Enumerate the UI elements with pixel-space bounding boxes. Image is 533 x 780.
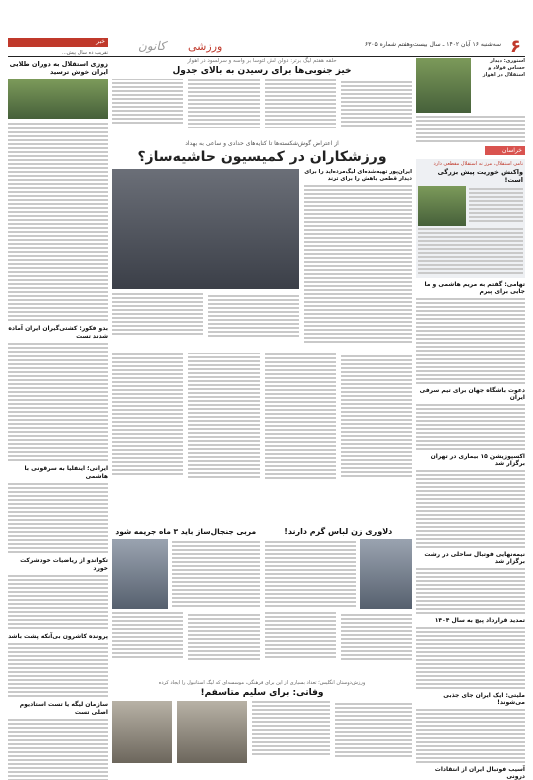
left-body-3 <box>8 483 108 553</box>
left-body-6 <box>8 719 108 780</box>
left-column-intro: تقریب ده سال پیش... <box>62 50 108 56</box>
main-area <box>112 58 412 773</box>
left-subhead-4: پرونده کاشرون بی‌آنکه پشت باشد <box>8 633 108 640</box>
feature-group-photo <box>112 169 299 289</box>
bottom-photo-1 <box>177 701 247 763</box>
left-body-2 <box>8 343 108 461</box>
story7-headline: ملیتی: ایک ایران جای جذبی می‌شوند! <box>443 692 525 706</box>
right-story-box <box>416 159 525 278</box>
lower-headline-left: مربی جنجال‌ساز باید ۳ ماه جریمه شود <box>115 527 257 536</box>
feature-continued-body <box>112 353 412 523</box>
story6-headline: تمدید قرارداد پیچ به سال ۱۴۰۴ <box>434 617 525 624</box>
left-body-4 <box>8 575 108 629</box>
lower-story-right <box>265 527 413 677</box>
right-top-caption: استوری: دیدار حساس فولاد و استقلال در اهواز <box>482 58 525 78</box>
left-column-photo <box>8 79 108 119</box>
paper-logo: کانون <box>138 39 166 53</box>
section-title: ورزشی <box>188 40 223 53</box>
left-subhead-2: ایرانی؛ اینفلیا به سرقونی با هاشمی <box>24 465 108 480</box>
main-story-body <box>112 79 412 137</box>
lower-stories <box>112 527 412 677</box>
lower-headline-right: دلاوری زن لباس گرم دارند! <box>284 527 393 536</box>
date-line: سه‌شنبه ۱۶ آبان ۱۴۰۲ ـ سال بیست‌وهفتم شماره ۶۳۰۵ <box>364 41 501 48</box>
left-subhead-3: تکواندو از ریاضیات خودشرکت خورد <box>20 557 108 572</box>
story1-kicker: نامی استقلال، مرز نه استقلال مقطعی دارد <box>433 161 523 167</box>
story4-headline: اکسپوزیشن ۱۵ بیماری در تهران برگزار شد <box>430 453 525 467</box>
bottom-story <box>112 701 412 771</box>
khorasan-label: خراسان <box>485 146 525 155</box>
bottom-kicker: ورزش‌دوستان انگلیس؛ تعداد بسیاری از این برای فرهنگی، موسسه‌ای که لیگ استانبول را ایجاد کرده <box>158 680 366 686</box>
bottom-photo-2 <box>112 701 172 763</box>
right-column <box>416 58 525 780</box>
story8-headline: آسیب فوتبال ایران از انتقادات درونی <box>434 766 525 780</box>
left-column <box>8 38 108 773</box>
feature-headline: ورزشکاران در کمیسیون حاشیه‌ساز؟ <box>137 149 387 165</box>
right-top-photo <box>416 58 471 113</box>
feature-photo-wrap <box>112 169 299 349</box>
feature-photo-body <box>112 293 299 338</box>
left-subhead-1: بدو فکور: کشتی‌گیران ایران آماده شدند تست <box>8 325 108 340</box>
story1-photo <box>418 186 466 226</box>
left-column-bar: خبر <box>8 38 108 47</box>
story3-headline: دعوت باشگاه جهان برای تیم سرفی ایران <box>419 387 525 401</box>
feature-kicker: از اعتراض گوش‌شکسته‌ها تا کنایه‌های حدادی و ساعی به بهداد <box>185 140 339 147</box>
feature-subhead: ایران‌پور تهیه‌شده‌ای لیگ‌مرده‌اید را برای دیدار قطعی باهش را برای ترند <box>304 169 412 182</box>
story1-headline: واکنش خوریت پیش بزرگی است! <box>437 168 523 184</box>
left-subhead-5: سازمان لیگه یا تست استادیوم اصلی تست <box>19 701 108 716</box>
story5-headline: نیمه‌نهایی فوتبال ساحلی در رشت برگزار شد <box>424 551 525 565</box>
lower-left-photo <box>112 539 168 609</box>
story2-headline: تهامی: گفتم به مریم هاشمی و ما جایی برای پیرم <box>424 281 525 295</box>
page-number: ۶ <box>510 36 521 57</box>
main-kicker: حلقه هفتم لیگ برتر: دولن لش لتوسا بر واسه و سرلسود در اهواز <box>187 58 337 64</box>
feature-text <box>304 169 412 349</box>
feature-block <box>112 169 412 349</box>
feature-body <box>304 185 412 343</box>
left-column-headline: زوزی استقلال به دوران طلایی ایران خوش ترسید <box>9 60 108 76</box>
lower-right-photo <box>360 539 412 609</box>
left-body-5 <box>8 643 108 697</box>
main-headline: خیز جنوبی‌ها برای رسیدن به بالای جدول <box>172 66 352 76</box>
lower-story-left <box>112 527 260 677</box>
bottom-headline: وفاتی: برای سلیم متاسفم! <box>200 688 324 698</box>
left-column-body <box>8 123 108 321</box>
